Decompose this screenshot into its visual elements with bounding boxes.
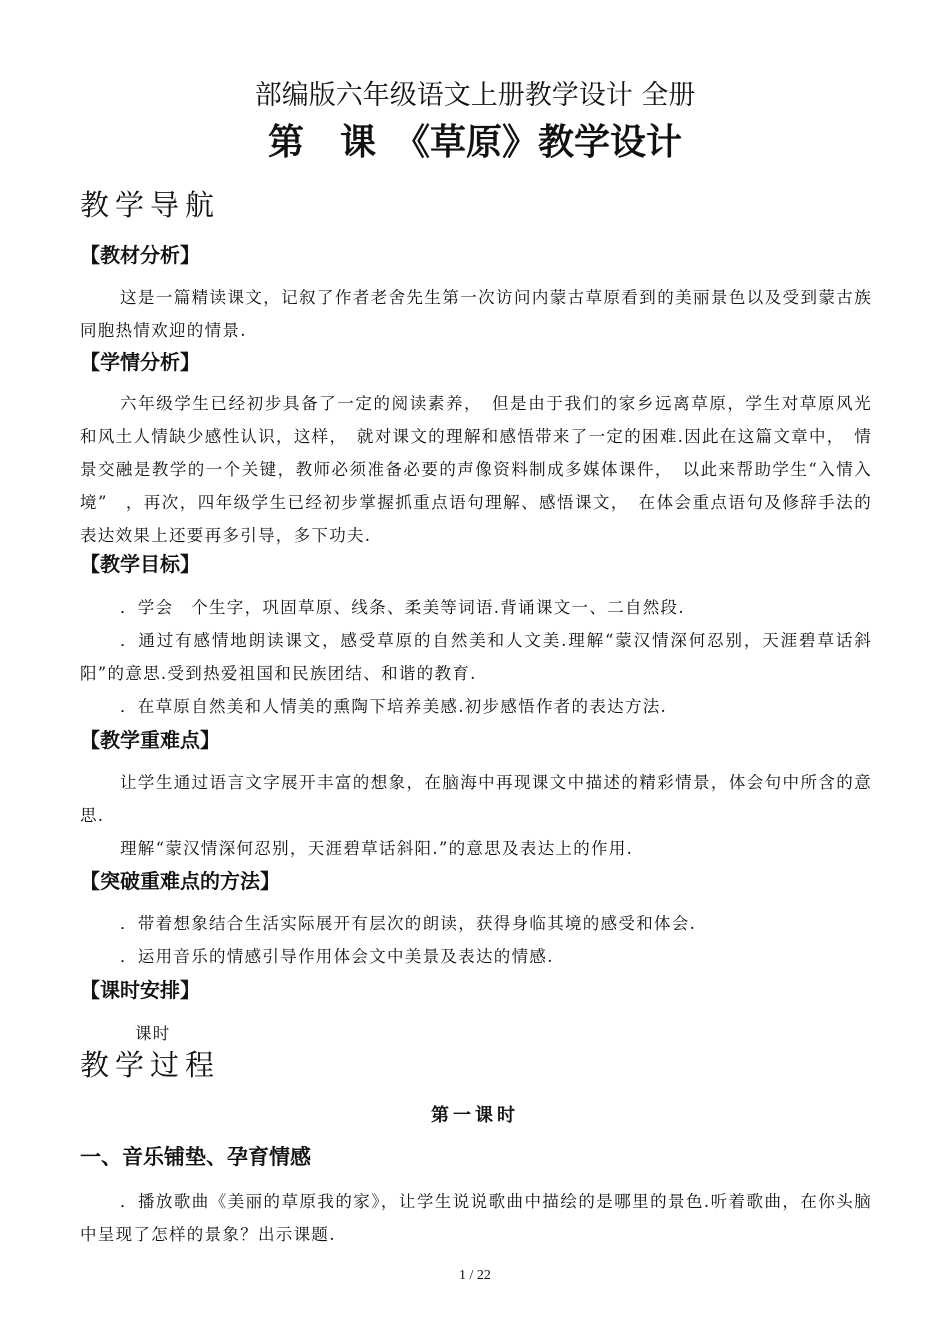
step1-heading: 一、音乐铺垫、孕育情感 bbox=[80, 1145, 311, 1169]
heading-schedule: 【课时安排】 bbox=[80, 978, 200, 1002]
paragraph-key-point-2: 理解“蒙汉情深何忍别，天涯碧草话斜阳.”的意思及表达上的作用. bbox=[120, 839, 634, 858]
method-item-1: ．带着想象结合生活实际展开有层次的朗读，获得身临其境的感受和体会. bbox=[120, 914, 697, 933]
method-item-2: ．运用音乐的情感引导作用体会文中美景及表达的情感. bbox=[120, 947, 554, 966]
heading-student-analysis: 【学情分析】 bbox=[80, 350, 200, 374]
heading-key-points: 【教学重难点】 bbox=[80, 728, 220, 752]
schedule-text: 课时 bbox=[135, 1024, 171, 1043]
paragraph-student-analysis: 六年级学生已经初步具备了一定的阅读素养， 但是由于我们的家乡远离草原，学生对草原风光和风土人情缺少感性认识，这样， 就对课文的理解和感悟带来了一定的困难.因此在这篇文章中， 情景交融是教学的一个关键，教师必须准备必要的声像资料制成多媒体课件， 以此来帮助学生“入情入境” ，再次，四年级学生已经初步掌握抓重点语句理解、感悟课文， 在体会重点语句及修辞手法的表达效果上还要再多引导，多下功夫. bbox=[80, 394, 872, 545]
lesson-title: 第 课 《草原》教学设计 bbox=[267, 121, 682, 163]
heading-material-analysis: 【教材分析】 bbox=[80, 243, 200, 267]
section-title-process: 教学过程 bbox=[80, 1048, 221, 1082]
objective-item-2: ．通过有感情地朗读课文，感受草原的自然美和人文美.理解“蒙汉情深何忍别，天涯碧草话斜阳”的意思.受到热爱祖国和民族团结、和谐的教育. bbox=[80, 631, 872, 683]
heading-methods: 【突破重难点的方法】 bbox=[80, 869, 280, 893]
session-title: 第一课时 bbox=[431, 1105, 519, 1126]
section-title-guide: 教学导航 bbox=[80, 188, 221, 222]
paragraph-material-analysis: 这是一篇精读课文，记叙了作者老舍先生第一次访问内蒙古草原看到的美丽景色以及受到蒙古族同胞热情欢迎的情景. bbox=[80, 288, 872, 340]
step1-paragraph: ．播放歌曲《美丽的草原我的家》，让学生说说歌曲中描绘的是哪里的景色.听着歌曲，在你头脑中呈现了怎样的景象？出示课题. bbox=[80, 1192, 872, 1244]
document-title: 部编版六年级语文上册教学设计 全册 bbox=[254, 80, 696, 111]
objective-item-1: ．学会 个生字，巩固草原、线条、柔美等词语.背诵课文一、二自然段. bbox=[120, 598, 685, 617]
page-number: 1 / 22 bbox=[459, 1268, 491, 1283]
heading-objectives: 【教学目标】 bbox=[80, 552, 200, 576]
objective-item-3: ．在草原自然美和人情美的熏陶下培养美感.初步感悟作者的表达方法. bbox=[120, 697, 668, 716]
paragraph-key-point-1: 让学生通过语言文字展开丰富的想象，在脑海中再现课文中描述的精彩情景，体会句中所含的意思. bbox=[80, 773, 872, 825]
